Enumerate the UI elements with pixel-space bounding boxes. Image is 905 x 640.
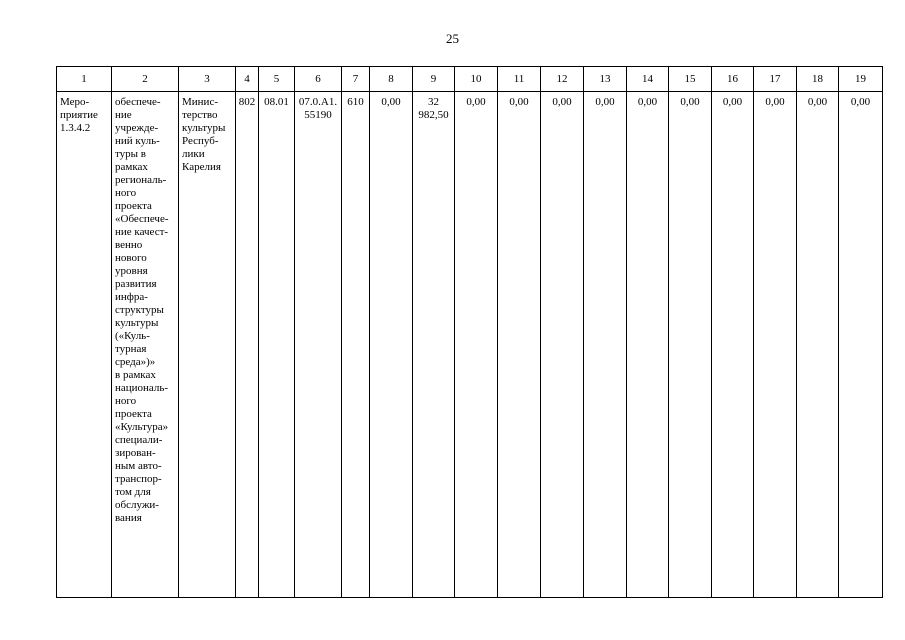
description-cell: обеспече- ние учрежде- ний куль- туры в рамках региональ- ного проекта «Обеспече- ние качест- венно нового уровня развития инфра- структуры культуры («Куль- турная среда»)» в рамках националь- ного проекта «Культура» специали- зирован- ным авто- транспор- том для обслужи- вания (112, 92, 179, 598)
column-header: 2 (112, 67, 179, 92)
table-cell: 07.0.А1. 55190 (295, 92, 342, 598)
column-header: 5 (259, 67, 295, 92)
table-cell: 610 (342, 92, 370, 598)
table-cell: 0,00 (839, 92, 883, 598)
table-cell: 0,00 (455, 92, 498, 598)
column-header: 6 (295, 67, 342, 92)
table-cell: 08.01 (259, 92, 295, 598)
table-cell: 0,00 (541, 92, 584, 598)
column-header: 7 (342, 67, 370, 92)
column-header: 19 (839, 67, 883, 92)
table-cell: 0,00 (712, 92, 754, 598)
column-header: 16 (712, 67, 754, 92)
table-cell: 0,00 (627, 92, 669, 598)
column-header: 12 (541, 67, 584, 92)
table-cell: 0,00 (370, 92, 413, 598)
table-cell: 0,00 (669, 92, 712, 598)
column-header: 1 (57, 67, 112, 92)
page-number: 25 (446, 31, 459, 46)
column-header: 18 (797, 67, 839, 92)
column-header: 17 (754, 67, 797, 92)
column-header: 13 (584, 67, 627, 92)
executor-cell: Минис- терство культуры Респуб- лики Карелия (179, 92, 236, 598)
column-header: 4 (236, 67, 259, 92)
table-cell: 32 982,50 (413, 92, 455, 598)
column-header: 10 (455, 67, 498, 92)
measure-cell: Меро- приятие 1.3.4.2 (57, 92, 112, 598)
column-header: 3 (179, 67, 236, 92)
table-cell: 0,00 (754, 92, 797, 598)
column-header: 14 (627, 67, 669, 92)
table-row (57, 92, 883, 598)
table-cell: 0,00 (584, 92, 627, 598)
header-row (57, 67, 883, 92)
table-cell: 0,00 (498, 92, 541, 598)
budget-table (56, 66, 883, 598)
column-header: 9 (413, 67, 455, 92)
column-header: 8 (370, 67, 413, 92)
column-header: 11 (498, 67, 541, 92)
column-header: 15 (669, 67, 712, 92)
table-cell: 0,00 (797, 92, 839, 598)
table-cell: 802 (236, 92, 259, 598)
